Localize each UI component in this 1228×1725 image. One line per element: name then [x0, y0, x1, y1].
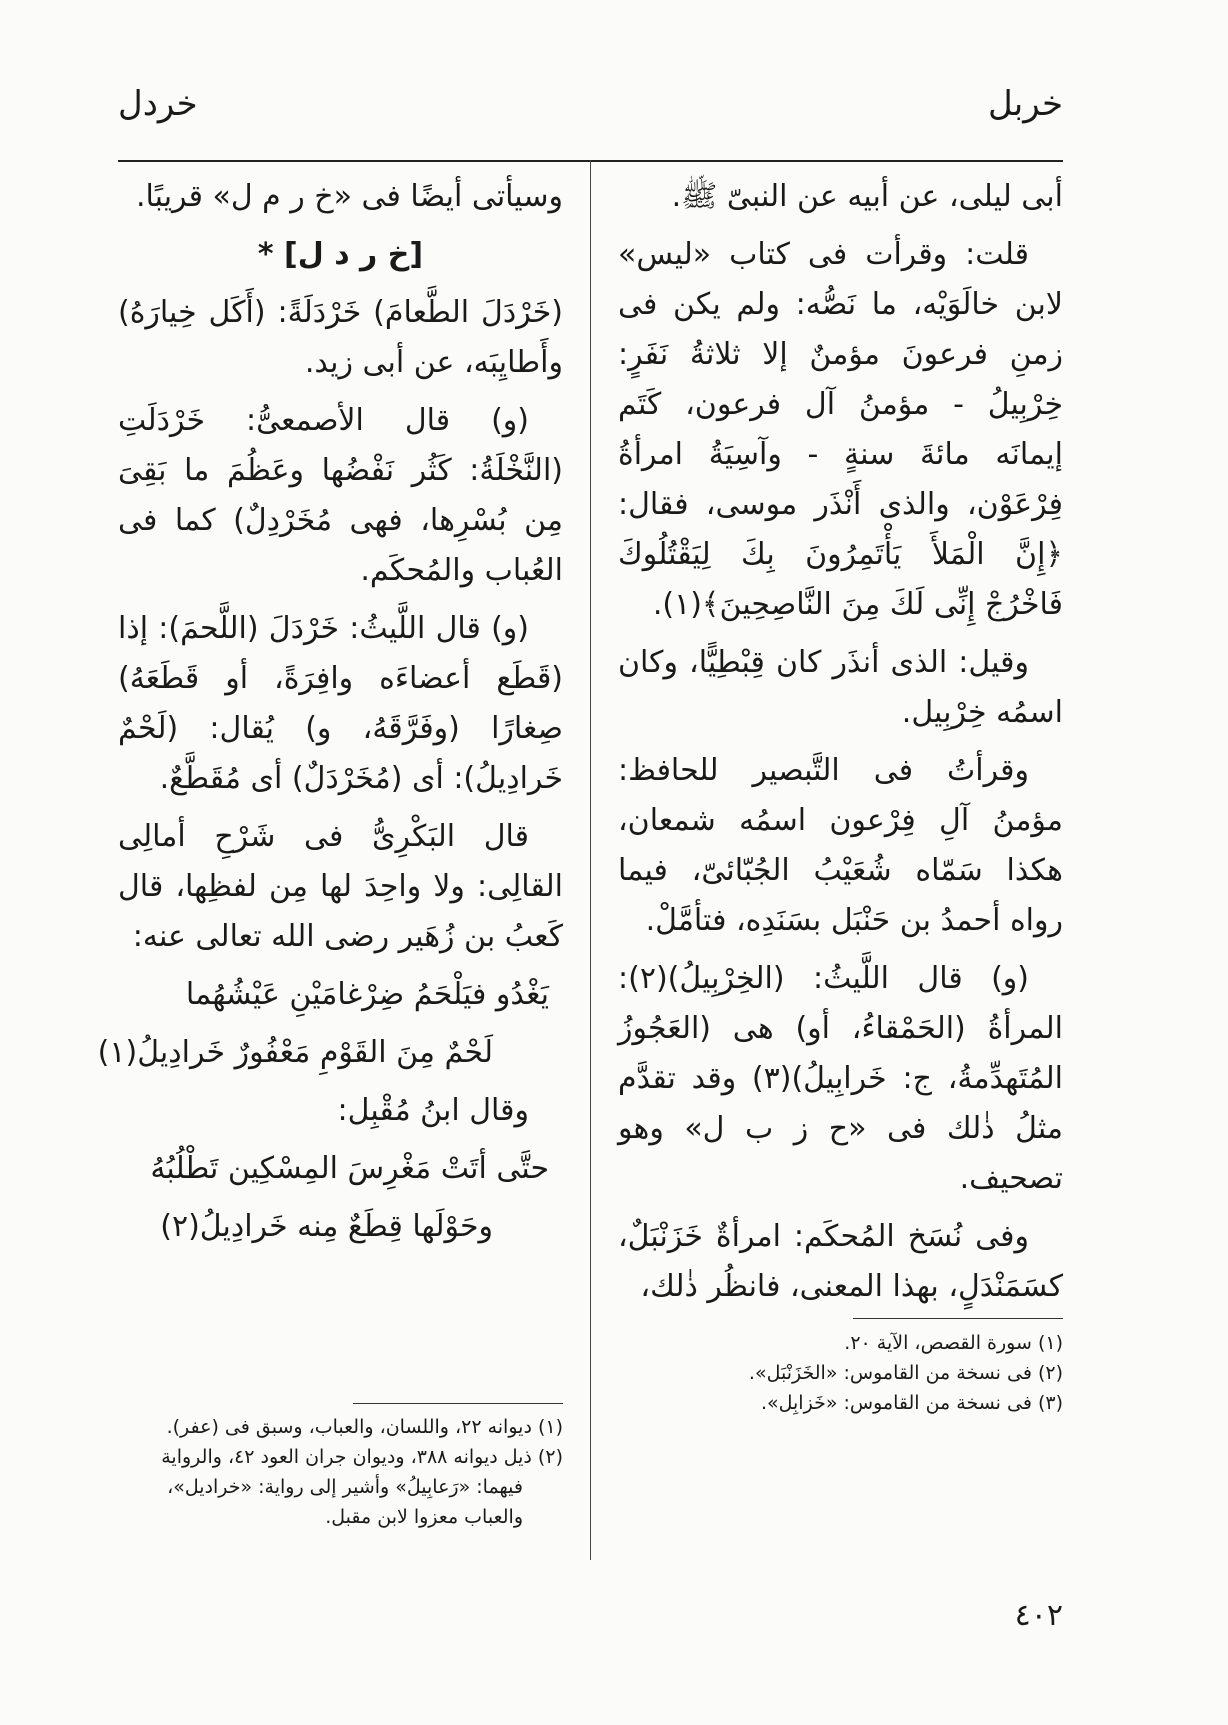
- paragraph: وقال ابنُ مُقْبِل:: [337, 1093, 529, 1128]
- footnotes-left: [118, 1412, 563, 1532]
- paragraph: قلت: وقرأت فى كتاب «ليس» لابن خالَوَيْه، ما نَصُّه: ولم يكن فى زمنِ فرعونَ مؤمنٌ إلا ثلاثةُ نَفَرٍ: خِرْبِيلُ - مؤمنُ آل فرعون، كَتَم إيمانَه مائةَ سنةٍ - وآسِيَةُ امرأةُ فِرْعَوْن، والذى أَنْذَر موسى، فقال: ﴿إِنَّ الْمَلأَ يَأْتَمِرُونَ بِكَ لِيَقْتُلُوكَ فَاخْرُجْ إِنِّى لَكَ مِنَ النَّاصِحِينَ﴾(١).: [618, 237, 1063, 622]
- footnote-rule-left: [353, 1403, 563, 1404]
- page-number: ٤٠٢: [1014, 1598, 1063, 1633]
- running-header-right: خربل: [988, 84, 1063, 124]
- footnote: (١) سورة القصص، الآية ٢٠.: [844, 1332, 1063, 1354]
- paragraph: وسيأتى أيضًا فى «خ ر م ل» قريبًا.: [135, 179, 563, 214]
- verse-line: وحَوْلَها قِطَعٌ مِنه خَرادِيلُ(٢): [160, 1209, 493, 1244]
- footnote: (٢) فى نسخة من القاموس: «الخَزَنْبَل».: [748, 1362, 1063, 1384]
- footnote: (٢) ذيل ديوانه ٣٨٨، وديوان جران العود ٤٢، والرواية: [161, 1446, 563, 1468]
- paragraph: وقرأتُ فى التَّبصير للحافظ: مؤمنُ آلِ فِرْعون اسمُه شمعان، هكذا سَمّاه شُعَيْبُ الجُبّائىّ، فيما رواه أحمدُ بن حَنْبَل بسَنَدِه، فتأمَّلْ.: [618, 753, 1063, 938]
- running-header-left: خردل: [118, 84, 198, 124]
- entry-heading: [خ ر د ل] *: [257, 237, 424, 272]
- paragraph: وفى نُسَخ المُحكَم: امرأةٌ خَزَنْبَلٌ، كسَمَنْدَلٍ، بهذا المعنى، فانظُر ذٰلك،: [618, 1219, 1063, 1304]
- footnote: فيهما: «رَعابِيلُ» وأشير إلى رواية: «خراديل»،: [167, 1476, 523, 1498]
- footnote-rule-right: [853, 1318, 1063, 1319]
- verse-line: لَحْمٌ مِنَ القَوْمِ مَعْفُورٌ خَرادِيلُ(١): [97, 1035, 493, 1070]
- paragraph: أبى ليلى، عن أبيه عن النبىّ ﷺ.: [671, 179, 1063, 214]
- paragraph: (و) قال الأصمعىُّ: خَرْدَلَتِ (النَّخْلَةُ: كَثُر نَفْضُها وعَظُمَ ما بَقِىَ مِن بُسْرِها، فهى مُخَرْدِلٌ) كما فى العُباب والمُحكَم.: [118, 403, 563, 588]
- footnotes-right: [618, 1328, 1063, 1418]
- verse-line: حتَّى أتَتْ مَغْرِسَ المِسْكِين تَطْلُبُهُ: [150, 1151, 549, 1186]
- paragraph: (و) قال اللَّيثُ: خَرْدَلَ (اللَّحمَ): إذا (قَطَع أعضاءَه وافِرَةً، أو قَطَعَهُ) صِغارًا (وفَرَّقَهُ، و) يُقال: (لَحْمٌ خَرادِيلُ): أى (مُخَرْدَلٌ) أى مُقَطَّعٌ.: [118, 611, 563, 796]
- paragraph: قال البَكْرِىُّ فى شَرْحِ أمالِى القالِى: ولا واحِدَ لها مِن لفظِها، قال كَعبُ بن زُهَير رضى الله تعالى عنه:: [118, 819, 563, 954]
- left-column: [97, 172, 563, 1260]
- column-divider: [590, 160, 591, 1560]
- paragraph: وقيل: الذى أنذَر كان قِبْطِيًّا، وكان اسمُه خِرْبِيل.: [618, 645, 1063, 730]
- paragraph: (خَرْدَلَ الطَّعامَ) خَرْدَلَةً: (أَكَل خِيارَهُ) وأَطايِبَه، عن أبى زيد.: [118, 295, 563, 380]
- right-column: [618, 172, 1063, 1320]
- verse-line: يَغْدُو فيَلْحَمُ ضِرْغامَيْنِ عَيْشُهُما: [185, 977, 549, 1012]
- footnote: (١) ديوانه ٢٢، واللسان، والعباب، وسبق فى (عفر).: [166, 1416, 563, 1438]
- paragraph: (و) قال اللَّيثُ: (الخِرْبِيلُ)(٢): المرأةُ (الحَمْقاءُ، أو) هى (العَجُوزُ المُتَهدِّمةُ، ج: خَرابِيلُ)(٣) وقد تقدَّم مثلُ ذٰلك فى «ح ز ب ل» وهو تصحيف.: [618, 961, 1063, 1196]
- footnote: والعباب معزوا لابن مقبل.: [325, 1506, 523, 1528]
- footnote: (٣) فى نسخة من القاموس: «خَزابِل».: [760, 1392, 1063, 1414]
